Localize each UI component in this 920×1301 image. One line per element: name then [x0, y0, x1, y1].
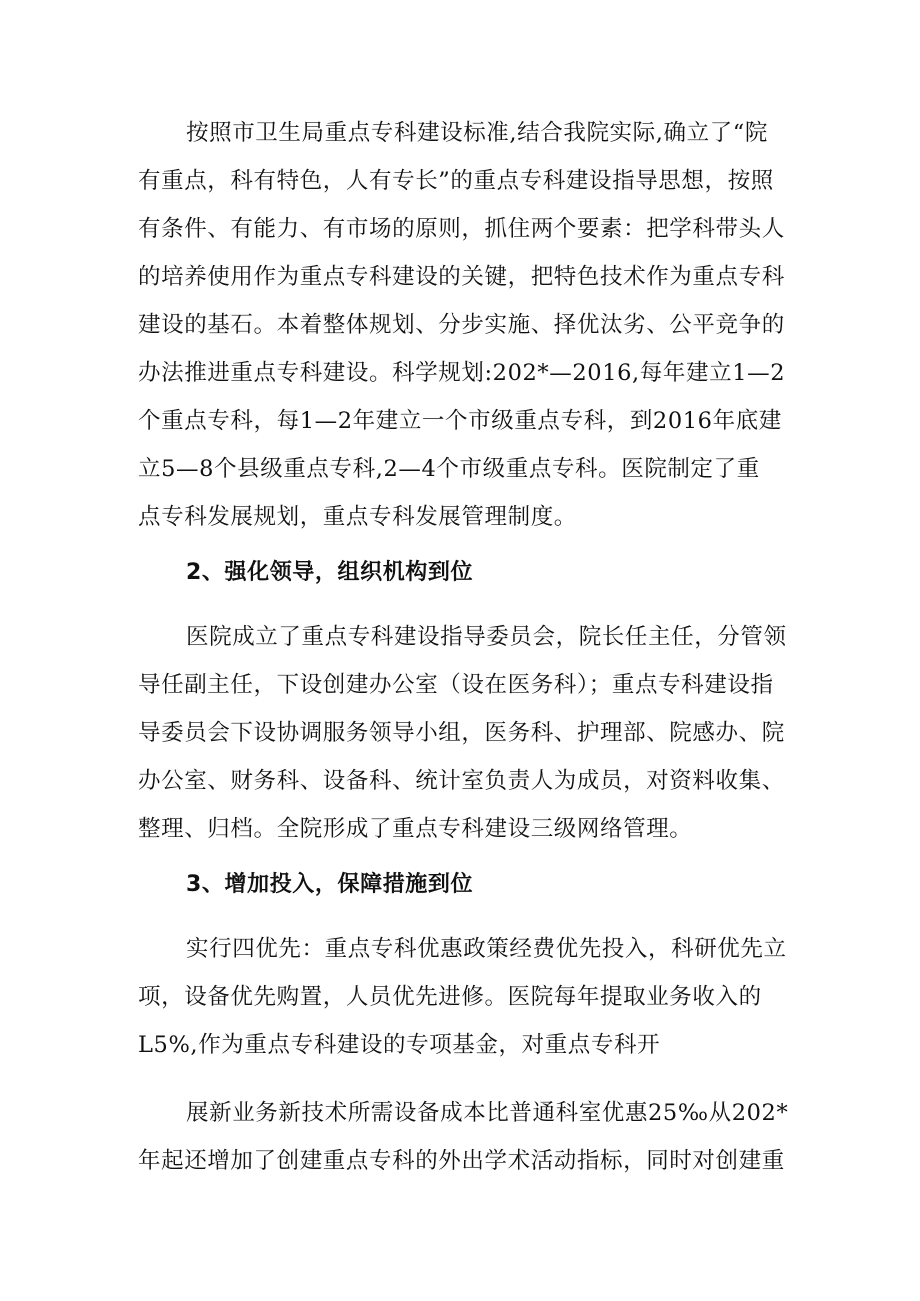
text-line: 年起还增加了创建重点专科的外出学术活动指标，同时对创建重: [138, 1148, 785, 1174]
text-line: 整理、归档。全院形成了重点专科建设三级网络管理。: [138, 816, 693, 842]
text-line: 的培养使用作为重点专科建设的关键，把特色技术作为重点专科: [138, 264, 785, 290]
text-line: 个重点专科，每1—2年建立一个市级重点专科，到2016年底建: [138, 408, 782, 434]
text-line: 立5—8个县级重点专科,2—4个市级重点专科。医院制定了重: [138, 456, 760, 482]
text-line: 有条件、有能力、有市场的原则，抓住两个要素：把学科带头人: [138, 216, 785, 242]
section-heading-investment: 3、增加投入，保障措施到位: [186, 872, 474, 897]
text-line: 导委员会下设协调服务领导小组，医务科、护理部、院感办、院: [138, 720, 785, 746]
text-line: 实行四优先：重点专科优惠政策经费优先投入，科研优先立: [186, 936, 787, 962]
text-line: L5%,作为重点专科建设的专项基金，对重点专科开: [138, 1032, 661, 1058]
text-line: 建设的基石。本着整体规划、分步实施、择优汰劣、公平竞争的: [138, 312, 785, 338]
text-line: 展新业务新技术所需设备成本比普通科室优惠25‰从202*: [186, 1100, 789, 1126]
text-line: 有重点，科有特色，人有专长”的重点专科建设指导思想，按照: [138, 168, 774, 194]
text-line: 按照市卫生局重点专科建设标准,结合我院实际,确立了“院: [186, 120, 769, 146]
text-line: 办法推进重点专科建设。科学规划:202*—2016,每年建立1—2: [138, 360, 786, 386]
text-line: 办公室、财务科、设备科、统计室负责人为成员，对资料收集、: [138, 768, 785, 794]
text-line: 点专科发展规划，重点专科发展管理制度。: [138, 504, 577, 530]
text-line: 导任副主任，下设创建办公室（设在医务科）；重点专科建设指: [138, 672, 774, 698]
section-heading-leadership: 2、强化领导，组织机构到位: [186, 560, 474, 585]
text-line: 项，设备优先购置，人员优先进修。医院每年提取业务收入的: [138, 984, 762, 1010]
text-line: 医院成立了重点专科建设指导委员会，院长任主任，分管领: [186, 624, 787, 650]
